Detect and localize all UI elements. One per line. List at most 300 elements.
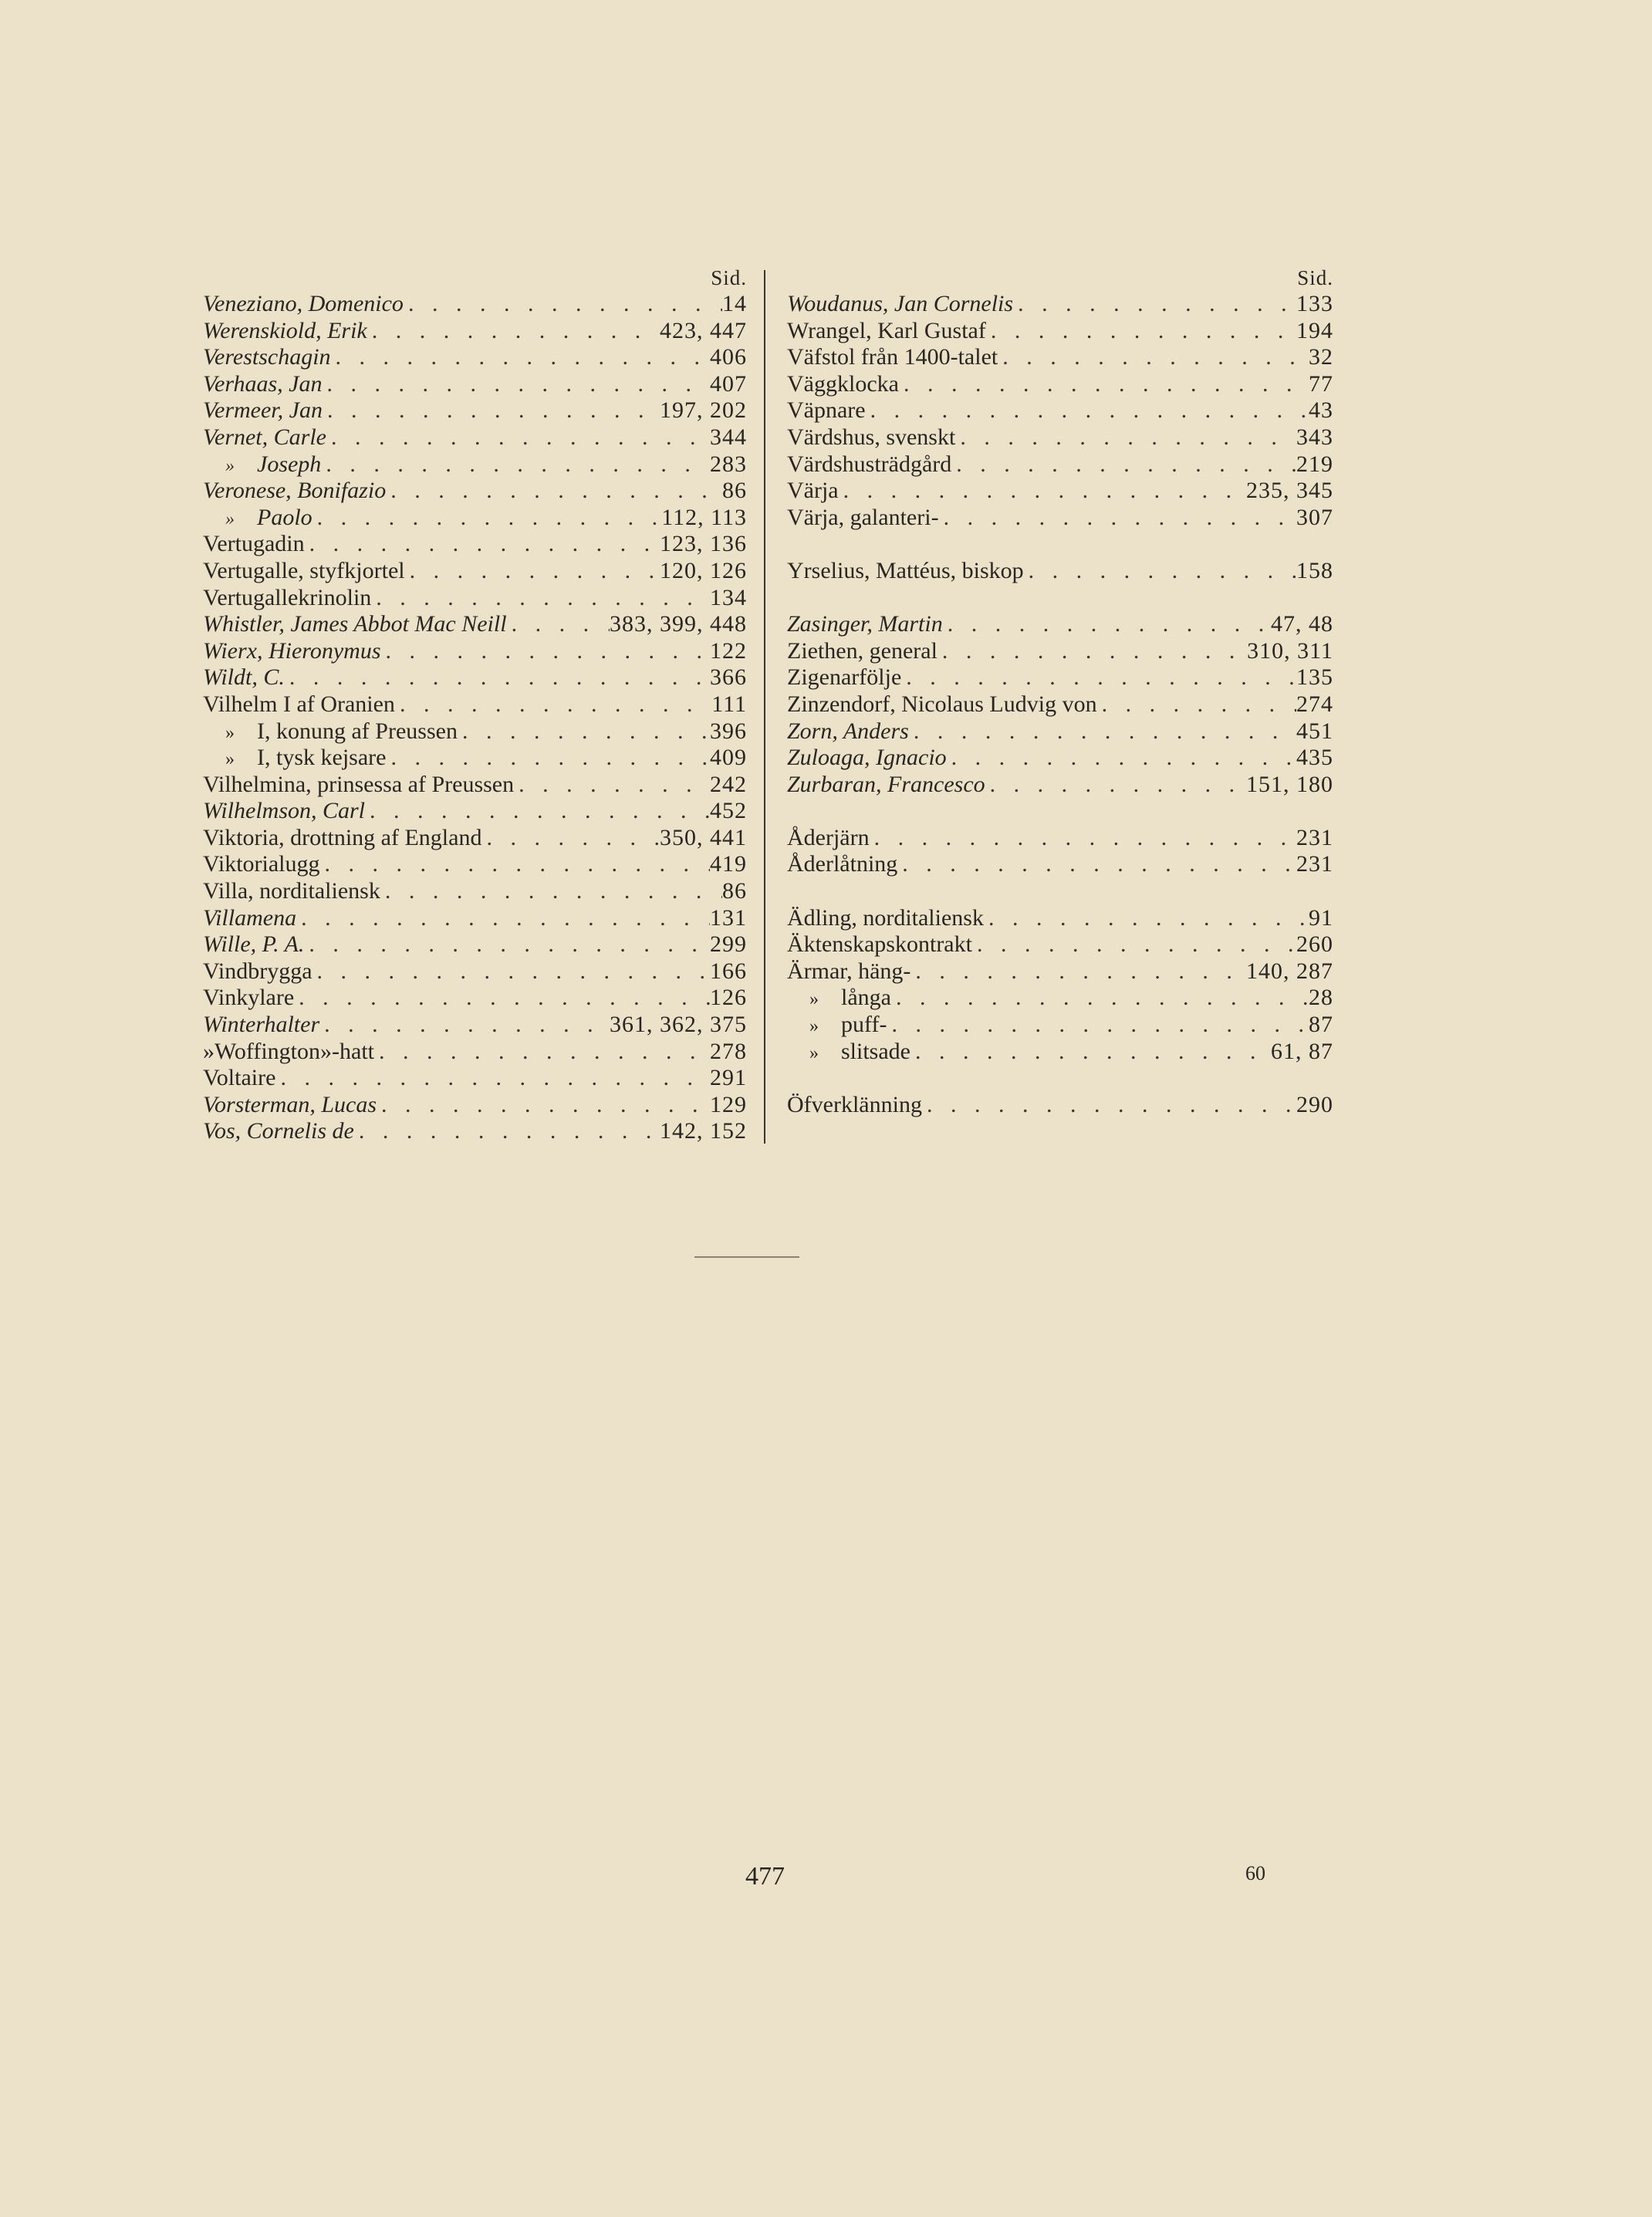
entry-name-text: Zorn, Anders bbox=[787, 718, 909, 744]
entry-name-text: Paolo bbox=[257, 504, 312, 530]
index-entry bbox=[203, 371, 747, 398]
dot-leader bbox=[887, 1012, 1309, 1039]
index-entry bbox=[787, 1012, 1333, 1039]
index-entry bbox=[203, 318, 747, 345]
entry-pages: 290 bbox=[1296, 1091, 1333, 1117]
ditto-mark: » bbox=[809, 1016, 819, 1037]
entry-pages: 133 bbox=[1296, 291, 1333, 316]
entry-name-text: puff- bbox=[841, 1012, 887, 1038]
dot-leader bbox=[839, 478, 1246, 505]
dot-leader bbox=[972, 931, 1296, 958]
index-entry bbox=[203, 638, 747, 665]
index-entry bbox=[787, 478, 1333, 505]
dot-leader bbox=[367, 318, 660, 345]
dot-leader bbox=[910, 958, 1246, 985]
entry-name-text: Veneziano, Domenico bbox=[203, 291, 404, 316]
entry-name-text: Vilhelmina, prinsessa af Preussen bbox=[203, 771, 515, 797]
index-entry bbox=[787, 718, 1333, 745]
entry-pages: 366 bbox=[710, 664, 747, 691]
index-entry bbox=[787, 745, 1333, 772]
column-header-sid: Sid. bbox=[711, 266, 747, 289]
dot-leader bbox=[1024, 558, 1296, 585]
entry-pages: 423, 447 bbox=[660, 317, 747, 343]
dot-leader bbox=[870, 825, 1296, 852]
entry-pages: 126 bbox=[710, 985, 747, 1011]
entry-name bbox=[787, 371, 899, 398]
entry-name bbox=[787, 745, 947, 772]
end-rule bbox=[694, 1256, 799, 1258]
entry-pages: 135 bbox=[1296, 664, 1333, 691]
entry-name bbox=[787, 638, 937, 665]
entry-name-text: Wilhelmson, Carl bbox=[203, 798, 366, 824]
dot-leader bbox=[381, 638, 710, 665]
entry-name bbox=[203, 958, 312, 985]
index-entry bbox=[203, 397, 747, 424]
entry-pages: 142, 152 bbox=[660, 1118, 747, 1144]
entry-name bbox=[203, 371, 322, 398]
entry-name bbox=[203, 397, 323, 424]
entry-pages: 28 bbox=[1309, 985, 1333, 1011]
entry-pages: 61, 87 bbox=[1271, 1038, 1333, 1064]
index-entry bbox=[787, 985, 1333, 1012]
entry-name bbox=[787, 664, 901, 691]
dot-leader bbox=[386, 478, 722, 505]
entry-name-text: Värja, galanteri- bbox=[787, 504, 939, 530]
entry-pages: 383, 399, 448 bbox=[610, 611, 747, 637]
index-entry bbox=[203, 1012, 747, 1039]
entry-name-text: Wildt, C. bbox=[203, 664, 285, 691]
entry-name-text: Väfstol från 1400-talet bbox=[787, 344, 998, 370]
entry-pages: 235, 345 bbox=[1246, 478, 1333, 504]
index-entry bbox=[787, 505, 1333, 532]
ditto-mark: » bbox=[225, 455, 235, 476]
entry-pages: 283 bbox=[710, 451, 747, 477]
index-entry bbox=[203, 611, 747, 638]
entry-name bbox=[787, 718, 909, 745]
index-entry bbox=[203, 718, 747, 745]
entry-name bbox=[203, 1065, 275, 1092]
entry-name bbox=[203, 424, 326, 451]
entry-pages: 194 bbox=[1296, 317, 1333, 343]
entry-name-text: Zurbaran, Francesco bbox=[787, 771, 985, 797]
entry-pages: 344 bbox=[710, 424, 747, 450]
column-header-sid: Sid. bbox=[1297, 266, 1333, 289]
entry-name bbox=[203, 585, 371, 612]
entry-name-text: Villa, norditaliensk bbox=[203, 878, 380, 904]
entry-name-text: Zuloaga, Ignacio bbox=[787, 745, 947, 771]
entry-name bbox=[203, 611, 507, 638]
dot-leader bbox=[319, 1012, 610, 1039]
entry-name bbox=[203, 878, 380, 905]
entry-name bbox=[203, 638, 381, 665]
entry-name bbox=[787, 505, 939, 532]
entry-name bbox=[787, 451, 951, 478]
entry-name-text: Werenskiold, Erik bbox=[203, 317, 367, 343]
entry-pages: 451 bbox=[1296, 718, 1333, 744]
dot-leader bbox=[354, 1118, 660, 1145]
dot-leader bbox=[285, 664, 710, 691]
entry-name bbox=[203, 718, 458, 745]
entry-pages: 452 bbox=[710, 798, 747, 824]
entry-name bbox=[787, 905, 984, 932]
entry-name-text: Vertugadin bbox=[203, 531, 305, 557]
entry-name bbox=[787, 344, 998, 371]
dot-leader bbox=[326, 424, 710, 451]
index-entry bbox=[787, 344, 1333, 371]
dot-leader bbox=[998, 344, 1309, 371]
entry-name bbox=[203, 318, 367, 345]
entry-pages: 134 bbox=[710, 584, 747, 610]
entry-pages: 123, 136 bbox=[660, 531, 747, 557]
dot-leader bbox=[984, 905, 1309, 932]
index-entry bbox=[787, 451, 1333, 478]
entry-pages: 43 bbox=[1309, 397, 1333, 424]
index-entry bbox=[787, 825, 1333, 852]
entry-name-text: Voltaire bbox=[203, 1065, 276, 1091]
index-entries-right bbox=[787, 291, 1333, 1118]
dot-leader bbox=[899, 371, 1309, 398]
index-entry bbox=[203, 424, 747, 451]
dot-leader bbox=[507, 611, 610, 638]
index-entry bbox=[787, 397, 1333, 424]
page-number: 477 bbox=[745, 1862, 785, 1891]
column-divider bbox=[764, 270, 765, 1144]
entry-name bbox=[203, 1039, 374, 1066]
entry-name-text: Vinkylare bbox=[203, 985, 295, 1011]
dot-leader bbox=[947, 745, 1296, 772]
entry-pages: 419 bbox=[710, 851, 747, 877]
dot-leader bbox=[891, 985, 1309, 1012]
entry-name-text: långa bbox=[841, 985, 891, 1011]
dot-leader bbox=[986, 318, 1296, 345]
index-entry bbox=[203, 1092, 747, 1119]
entry-name bbox=[787, 424, 955, 451]
entry-pages: 86 bbox=[722, 878, 747, 904]
entry-name bbox=[203, 772, 514, 799]
dot-leader bbox=[323, 397, 660, 424]
entry-name bbox=[203, 931, 304, 958]
entry-name bbox=[787, 318, 986, 345]
entry-name-text: Woudanus, Jan Cornelis bbox=[787, 291, 1014, 316]
entry-name-text: Vermeer, Jan bbox=[203, 397, 323, 424]
entry-pages: 129 bbox=[710, 1091, 747, 1117]
dot-leader bbox=[320, 851, 710, 878]
entry-name bbox=[203, 451, 321, 478]
index-column-left bbox=[203, 265, 747, 1145]
entry-name bbox=[203, 344, 331, 371]
entry-name bbox=[787, 958, 910, 985]
entry-pages: 111 bbox=[711, 691, 747, 717]
entry-name-text: Ärmar, häng- bbox=[787, 958, 911, 984]
entry-name bbox=[203, 905, 296, 932]
index-entry bbox=[203, 478, 747, 505]
entry-name-text: Värja bbox=[787, 478, 839, 504]
index-entry bbox=[787, 424, 1333, 451]
entry-name bbox=[203, 291, 404, 318]
entry-name bbox=[787, 1039, 910, 1066]
entry-name-text: Viktorialugg bbox=[203, 851, 320, 877]
dot-leader bbox=[377, 1092, 710, 1119]
index-entry bbox=[203, 851, 747, 878]
index-entry bbox=[203, 931, 747, 958]
dot-leader bbox=[951, 451, 1296, 478]
entry-name-text: Yrselius, Mattéus, biskop bbox=[787, 557, 1024, 583]
dot-leader bbox=[380, 878, 722, 905]
entry-pages: 310, 311 bbox=[1247, 637, 1333, 664]
index-entry bbox=[203, 558, 747, 585]
entry-name-text: Ziethen, general bbox=[787, 637, 937, 664]
index-entry bbox=[787, 611, 1333, 638]
ditto-mark: » bbox=[225, 722, 235, 743]
entry-name bbox=[787, 1012, 887, 1039]
entry-name bbox=[203, 851, 320, 878]
entry-name-text: Zigenarfölje bbox=[787, 664, 902, 691]
dot-leader bbox=[321, 451, 710, 478]
dot-leader bbox=[275, 1065, 710, 1092]
index-entry bbox=[787, 291, 1333, 318]
entry-name bbox=[203, 985, 294, 1012]
dot-leader bbox=[901, 664, 1296, 691]
entry-pages: 91 bbox=[1309, 904, 1333, 931]
dot-leader bbox=[1097, 691, 1296, 718]
entry-pages: 343 bbox=[1296, 424, 1333, 450]
dot-leader bbox=[937, 638, 1247, 665]
index-entry bbox=[203, 664, 747, 691]
entry-name-text: Villamena bbox=[203, 904, 297, 931]
index-entry bbox=[203, 1118, 747, 1145]
dot-leader bbox=[405, 558, 660, 585]
entry-pages: 407 bbox=[710, 370, 747, 397]
entry-pages: 435 bbox=[1296, 745, 1333, 771]
dot-leader bbox=[481, 825, 660, 852]
entry-name-text: Ädling, norditaliensk bbox=[787, 904, 984, 931]
dot-leader bbox=[374, 1039, 710, 1066]
entry-name-text: Wrangel, Karl Gustaf bbox=[787, 317, 986, 343]
entry-name-text: Verestschagin bbox=[203, 344, 331, 370]
entry-name-text: Zinzendorf, Nicolaus Ludvig von bbox=[787, 691, 1097, 717]
index-entry bbox=[203, 531, 747, 558]
entry-name-text: Whistler, James Abbot Mac Neill bbox=[203, 611, 507, 637]
index-entry bbox=[203, 585, 747, 612]
index-entry bbox=[203, 291, 747, 318]
index-entries-left bbox=[203, 291, 747, 1145]
entry-name bbox=[787, 611, 943, 638]
entry-name bbox=[787, 851, 897, 878]
index-entry bbox=[203, 798, 747, 825]
entry-pages: 307 bbox=[1296, 504, 1333, 530]
ditto-mark: » bbox=[225, 509, 235, 529]
dot-leader bbox=[304, 931, 710, 958]
entry-pages: 131 bbox=[710, 904, 747, 931]
entry-name-text: Wille, P. A. bbox=[203, 931, 305, 958]
entry-pages: 112, 113 bbox=[661, 504, 747, 530]
entry-name bbox=[787, 825, 870, 852]
dot-leader bbox=[943, 611, 1271, 638]
dot-leader bbox=[1013, 291, 1296, 318]
entry-name bbox=[203, 798, 365, 825]
entry-pages: 278 bbox=[710, 1038, 747, 1064]
entry-pages: 197, 202 bbox=[660, 397, 747, 424]
entry-name-text: Vos, Cornelis de bbox=[203, 1118, 354, 1144]
entry-pages: 231 bbox=[1296, 824, 1333, 850]
dot-leader bbox=[312, 505, 662, 532]
dot-leader bbox=[322, 371, 710, 398]
entry-pages: 396 bbox=[710, 718, 747, 744]
entry-pages: 120, 126 bbox=[660, 557, 747, 583]
dot-leader bbox=[331, 344, 710, 371]
index-entry bbox=[787, 772, 1333, 799]
entry-name-text: Vilhelm I af Oranien bbox=[203, 691, 395, 717]
index-entry bbox=[203, 451, 747, 478]
ditto-mark: » bbox=[809, 989, 819, 1010]
entry-name-text: Vorsterman, Lucas bbox=[203, 1091, 377, 1117]
index-entry bbox=[203, 505, 747, 532]
dot-leader bbox=[922, 1092, 1296, 1119]
entry-pages: 219 bbox=[1296, 451, 1333, 477]
entry-name-text: Väpnare bbox=[787, 397, 866, 424]
entry-name-text: Vindbrygga bbox=[203, 958, 312, 984]
entry-pages: 361, 362, 375 bbox=[610, 1012, 747, 1038]
entry-pages: 242 bbox=[710, 771, 747, 797]
entry-name-text: I, konung af Preussen bbox=[257, 718, 458, 744]
entry-pages: 406 bbox=[710, 344, 747, 370]
signature-mark: 60 bbox=[1245, 1862, 1265, 1884]
entry-name bbox=[787, 772, 985, 799]
entry-name bbox=[787, 558, 1024, 585]
index-entry bbox=[203, 825, 747, 852]
entry-pages: 140, 287 bbox=[1246, 958, 1333, 984]
entry-name-text: Värdshus, svenskt bbox=[787, 424, 956, 450]
entry-name bbox=[787, 478, 839, 505]
entry-name-text: Winterhalter bbox=[203, 1012, 320, 1038]
entry-pages: 86 bbox=[722, 478, 747, 504]
entry-name-text: Åderjärn bbox=[787, 824, 870, 850]
index-entry bbox=[203, 985, 747, 1012]
entry-pages: 47, 48 bbox=[1271, 611, 1333, 637]
index-entry bbox=[787, 1092, 1333, 1119]
entry-pages: 409 bbox=[710, 745, 747, 771]
index-entry bbox=[787, 905, 1333, 932]
ditto-mark: » bbox=[225, 749, 235, 770]
dot-leader bbox=[909, 718, 1296, 745]
entry-pages: 122 bbox=[710, 637, 747, 664]
entry-name bbox=[203, 1012, 319, 1039]
dot-leader bbox=[955, 424, 1296, 451]
index-entry bbox=[203, 772, 747, 799]
entry-name-text: Värdshusträdgård bbox=[787, 451, 952, 477]
index-entry bbox=[787, 318, 1333, 345]
entry-name-text: Vernet, Carle bbox=[203, 424, 326, 450]
entry-name bbox=[203, 825, 481, 852]
entry-name bbox=[203, 1092, 377, 1119]
entry-name bbox=[787, 691, 1097, 718]
entry-name bbox=[787, 931, 972, 958]
entry-pages: 274 bbox=[1296, 691, 1333, 717]
entry-name bbox=[203, 505, 312, 532]
entry-pages: 158 bbox=[1296, 557, 1333, 583]
entry-name-text: Väggklocka bbox=[787, 370, 899, 397]
dot-leader bbox=[939, 505, 1296, 532]
entry-pages: 151, 180 bbox=[1246, 771, 1333, 797]
dot-leader bbox=[458, 718, 710, 745]
entry-name-text: Zasinger, Martin bbox=[787, 611, 943, 637]
entry-name bbox=[203, 1118, 354, 1145]
index-entry bbox=[787, 958, 1333, 985]
index-entry bbox=[203, 1065, 747, 1092]
index-entry bbox=[203, 1039, 747, 1066]
entry-name-text: Åderlåtning bbox=[787, 851, 898, 877]
dot-leader bbox=[910, 1039, 1271, 1066]
dot-leader bbox=[395, 691, 711, 718]
dot-leader bbox=[365, 798, 710, 825]
entry-pages: 166 bbox=[710, 958, 747, 984]
entry-pages: 260 bbox=[1296, 931, 1333, 958]
dot-leader bbox=[514, 772, 710, 799]
index-entry bbox=[787, 1039, 1333, 1066]
entry-pages: 299 bbox=[710, 931, 747, 958]
entry-name-text: Verhaas, Jan bbox=[203, 370, 323, 397]
entry-name bbox=[203, 745, 386, 772]
index-entry bbox=[203, 905, 747, 932]
entry-name bbox=[787, 397, 866, 424]
entry-name bbox=[203, 558, 405, 585]
entry-pages: 32 bbox=[1309, 344, 1333, 370]
entry-pages: 77 bbox=[1309, 370, 1333, 397]
index-entry bbox=[787, 691, 1333, 718]
entry-name-text: Viktoria, drottning af England bbox=[203, 824, 482, 850]
entry-pages: 291 bbox=[710, 1065, 747, 1091]
dot-leader bbox=[386, 745, 710, 772]
entry-name-text: Wierx, Hieronymus bbox=[203, 637, 381, 664]
dot-leader bbox=[897, 851, 1296, 878]
entry-name-text: Vertugalle, styfkjortel bbox=[203, 557, 405, 583]
dot-leader bbox=[312, 958, 710, 985]
index-entry bbox=[787, 851, 1333, 878]
index-entry bbox=[203, 691, 747, 718]
entry-pages: 350, 441 bbox=[660, 824, 747, 850]
dot-leader bbox=[294, 985, 710, 1012]
entry-pages: 231 bbox=[1296, 851, 1333, 877]
index-column-right bbox=[787, 265, 1333, 1118]
dot-leader bbox=[866, 397, 1309, 424]
entry-name bbox=[787, 985, 891, 1012]
entry-name-text: Äktenskapskontrakt bbox=[787, 931, 972, 958]
entry-name-text: »Woffington»-hatt bbox=[203, 1038, 374, 1064]
entry-name bbox=[203, 691, 395, 718]
index-entry bbox=[787, 664, 1333, 691]
entry-name-text: I, tysk kejsare bbox=[257, 745, 387, 771]
index-entry bbox=[787, 371, 1333, 398]
dot-leader bbox=[985, 772, 1246, 799]
entry-name bbox=[203, 664, 285, 691]
entry-name-text: slitsade bbox=[841, 1038, 910, 1064]
entry-name-text: Öfverklänning bbox=[787, 1091, 922, 1117]
entry-name bbox=[787, 291, 1013, 318]
dot-leader bbox=[371, 585, 710, 612]
entry-pages: 14 bbox=[722, 291, 747, 316]
index-entry bbox=[203, 344, 747, 371]
entry-name-text: Vertugallekrinolin bbox=[203, 584, 372, 610]
dot-leader bbox=[404, 291, 722, 318]
entry-name-text: Joseph bbox=[257, 451, 322, 477]
index-entry bbox=[203, 878, 747, 905]
dot-leader bbox=[305, 531, 660, 558]
dot-leader bbox=[296, 905, 710, 932]
entry-pages: 87 bbox=[1309, 1012, 1333, 1038]
ditto-mark: » bbox=[809, 1043, 819, 1063]
index-entry bbox=[203, 745, 747, 772]
entry-name bbox=[787, 1092, 922, 1119]
